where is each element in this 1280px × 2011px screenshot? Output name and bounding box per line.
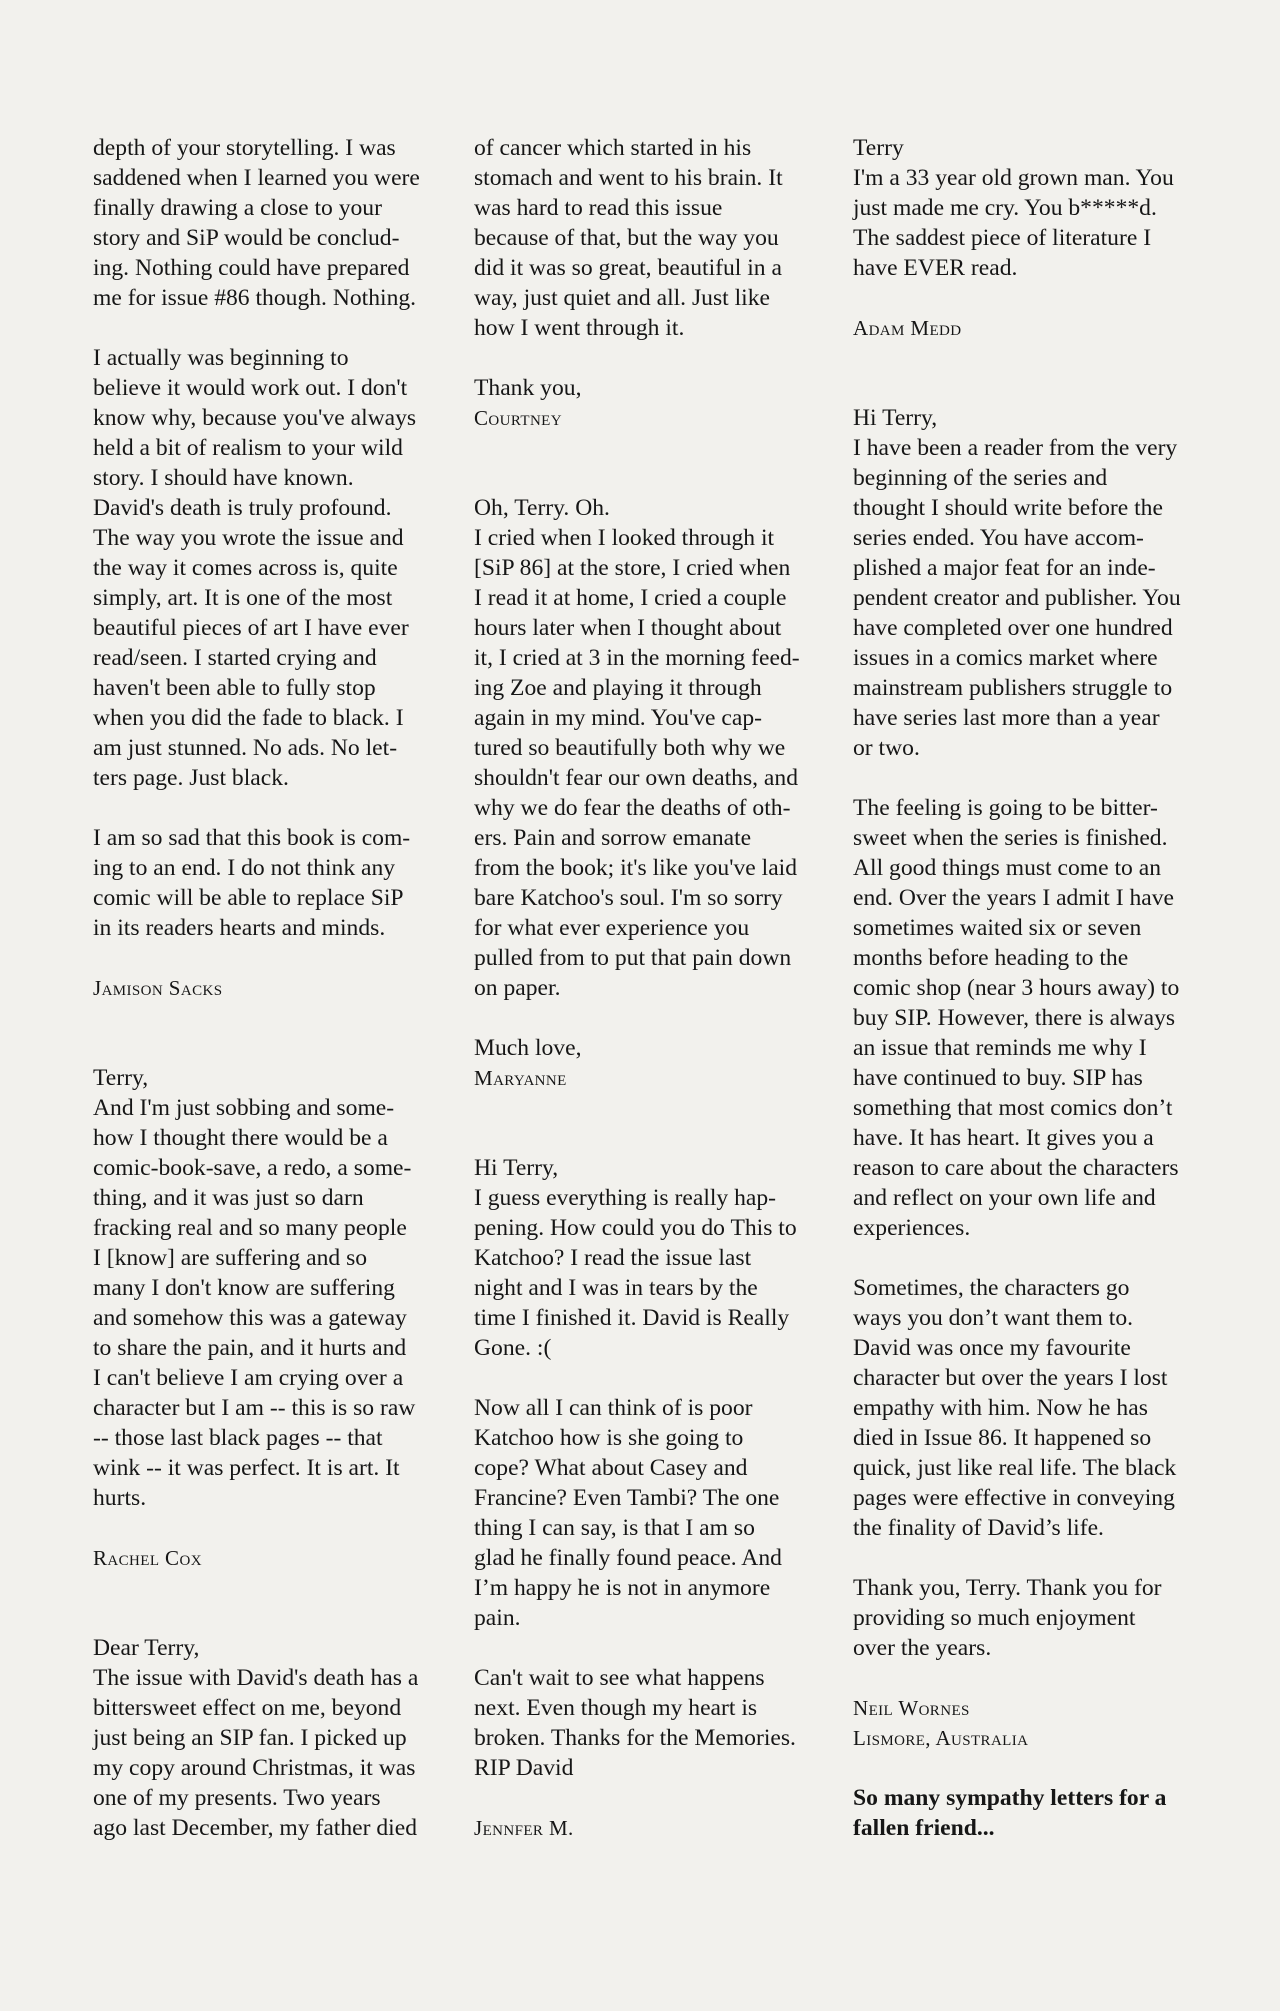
letter-signature — [853, 313, 1205, 343]
text-line: sometimes waited six or seven — [853, 915, 1142, 941]
letter-paragraph — [93, 1633, 443, 1843]
text-line: from the book; it's like you've laid — [474, 855, 798, 881]
text-line: Courtney — [474, 406, 562, 430]
text-line: me for issue #86 though. Nothing. — [93, 285, 417, 311]
text-line: Francine? Even Tambi? The one — [474, 1485, 780, 1511]
text-line: beautiful pieces of art I have ever — [93, 615, 409, 641]
text-line: Jamison Sacks — [93, 976, 223, 1000]
text-line: was hard to read this issue — [474, 195, 723, 221]
text-line: next. Even though my heart is — [474, 1695, 758, 1721]
text-line: saddened when I learned you were — [93, 165, 420, 191]
text-line: fallen friend... — [853, 1815, 995, 1841]
text-line: beginning of the series and — [853, 465, 1108, 491]
paragraph-gap — [93, 1513, 443, 1543]
text-line: or two. — [853, 735, 920, 761]
text-line: comic-book-save, a redo, a some- — [93, 1155, 412, 1181]
paragraph-gap — [474, 1783, 824, 1813]
text-line: ways you don’t want them to. — [853, 1305, 1134, 1331]
paragraph-gap — [853, 1243, 1205, 1273]
text-line: Terry — [853, 135, 904, 161]
text-line: pendent creator and publisher. You — [853, 585, 1181, 611]
letter-paragraph — [853, 793, 1205, 1243]
column-2 — [474, 133, 824, 1843]
text-line: David's death is truly profound. — [93, 495, 392, 521]
text-line: sweet when the series is finished. — [853, 825, 1168, 851]
text-line: died in Issue 86. It happened so — [853, 1425, 1152, 1451]
letter-paragraph — [474, 373, 824, 403]
text-line: RIP David — [474, 1755, 574, 1781]
text-line: shouldn't fear our own deaths, and — [474, 765, 798, 791]
column-1 — [93, 133, 443, 1843]
text-line: simply, art. It is one of the most — [93, 585, 393, 611]
text-line: thing, and it was just so darn — [93, 1185, 364, 1211]
text-line: how I went through it. — [474, 315, 685, 341]
text-line: way, just quiet and all. Just like — [474, 285, 770, 311]
paragraph-gap — [93, 1033, 443, 1063]
text-line: glad he finally found peace. And — [474, 1545, 782, 1571]
text-line: Oh, Terry. Oh. — [474, 495, 610, 521]
text-line: character but I am -- this is so raw — [93, 1395, 416, 1421]
text-line: haven't been able to fully stop — [93, 675, 376, 701]
letter-signature — [93, 973, 443, 1003]
letter-paragraph — [474, 1153, 824, 1363]
text-line: believe it would work out. I don't — [93, 375, 408, 401]
text-line: The saddest piece of literature I — [853, 225, 1152, 251]
text-line: Dear Terry, — [93, 1635, 200, 1661]
text-line: ing to an end. I do not think any — [93, 855, 396, 881]
text-line: and somehow this was a gateway — [93, 1305, 407, 1331]
paragraph-gap — [474, 1093, 824, 1123]
text-line: something that most comics don’t — [853, 1095, 1173, 1121]
paragraph-gap — [93, 313, 443, 343]
text-line: thought I should write before the — [853, 495, 1163, 521]
letter-paragraph — [474, 1663, 824, 1783]
text-line: finally drawing a close to your — [93, 195, 382, 221]
text-line: I guess everything is really hap- — [474, 1185, 777, 1211]
text-line: over the years. — [853, 1635, 992, 1661]
text-line: Hi Terry, — [474, 1155, 559, 1181]
text-line: depth of your storytelling. I was — [93, 135, 396, 161]
text-line: just being an SIP fan. I picked up — [93, 1725, 407, 1751]
text-line: comic shop (near 3 hours away) to — [853, 975, 1180, 1001]
text-line: for what ever experience you — [474, 915, 750, 941]
text-line: night and I was in tears by the — [474, 1275, 758, 1301]
text-line: tured so beautifully both why we — [474, 735, 786, 761]
text-line: Adam Medd — [853, 316, 962, 340]
text-line: have. It has heart. It gives you a — [853, 1125, 1154, 1151]
paragraph-gap — [853, 283, 1205, 313]
text-line: pages were effective in conveying — [853, 1485, 1175, 1511]
text-line: I cried when I looked through it — [474, 525, 775, 551]
paragraph-gap — [853, 1753, 1205, 1783]
text-line: experiences. — [853, 1215, 971, 1241]
paragraph-gap — [853, 1543, 1205, 1573]
text-line: mainstream publishers struggle to — [853, 675, 1173, 701]
editor-note — [853, 1783, 1205, 1843]
text-line: have EVER read. — [853, 255, 1018, 281]
text-line: one of my presents. Two years — [93, 1785, 381, 1811]
text-line: character but over the years I lost — [853, 1365, 1168, 1391]
text-line: how I thought there would be a — [93, 1125, 388, 1151]
text-line: fracking real and so many people — [93, 1215, 407, 1241]
paragraph-gap — [474, 463, 824, 493]
letter-paragraph — [474, 133, 824, 343]
text-line: time I finished it. David is Really — [474, 1305, 790, 1331]
text-line: Hi Terry, — [853, 405, 938, 431]
text-line: hurts. — [93, 1485, 147, 1511]
text-line: And I'm just sobbing and some- — [93, 1095, 395, 1121]
text-line: again in my mind. You've cap- — [474, 705, 762, 731]
text-line: plished a major feat for an inde- — [853, 555, 1156, 581]
text-line: I’m happy he is not in anymore — [474, 1575, 771, 1601]
text-line: stomach and went to his brain. It — [474, 165, 783, 191]
text-line: Sometimes, the characters go — [853, 1275, 1130, 1301]
text-line: when you did the fade to black. I — [93, 705, 404, 731]
paragraph-gap — [474, 433, 824, 463]
text-line: The way you wrote the issue and — [93, 525, 404, 551]
letter-signature — [474, 403, 824, 433]
paragraph-gap — [853, 343, 1205, 373]
text-line: So many sympathy letters for a — [853, 1785, 1167, 1811]
text-line: the way it comes across is, quite — [93, 555, 398, 581]
text-line: Much love, — [474, 1035, 582, 1061]
paragraph-gap — [93, 1573, 443, 1603]
text-line: I read it at home, I cried a couple — [474, 585, 787, 611]
text-line: have continued to buy. SIP has — [853, 1065, 1143, 1091]
text-line: Gone. :( — [474, 1335, 552, 1361]
letter-paragraph — [474, 493, 824, 1003]
text-line: issues in a comics market where — [853, 645, 1158, 671]
text-line: I [know] are suffering and so — [93, 1245, 368, 1271]
paragraph-gap — [853, 373, 1205, 403]
text-line: Terry, — [93, 1065, 149, 1091]
text-line: Jennfer M. — [474, 1816, 574, 1840]
text-line: hours later when I thought about — [474, 615, 782, 641]
text-line: buy SIP. However, there is always — [853, 1005, 1176, 1031]
text-line: series ended. You have accom- — [853, 525, 1144, 551]
text-line: The feeling is going to be bitter- — [853, 795, 1158, 821]
paragraph-gap — [853, 1663, 1205, 1693]
text-line: cope? What about Casey and — [474, 1455, 748, 1481]
text-line: Neil Wornes — [853, 1696, 970, 1720]
text-line: empathy with him. Now he has — [853, 1395, 1148, 1421]
text-line: pulled from to put that pain down — [474, 945, 792, 971]
text-line: [SiP 86] at the store, I cried when — [474, 555, 791, 581]
letter-signature — [853, 1693, 1205, 1753]
text-line: thing I can say, is that I am so — [474, 1515, 755, 1541]
letter-signature — [474, 1813, 824, 1843]
text-line: and reflect on your own life and — [853, 1185, 1156, 1211]
text-line: comic will be able to replace SiP — [93, 885, 404, 911]
text-line: quick, just like real life. The black — [853, 1455, 1177, 1481]
text-line: Can't wait to see what happens — [474, 1665, 765, 1691]
letter-paragraph — [853, 1273, 1205, 1543]
paragraph-gap — [474, 343, 824, 373]
text-line: bare Katchoo's soul. I'm so sorry — [474, 885, 783, 911]
letter-paragraph — [474, 1393, 824, 1633]
text-line: pening. How could you do This to — [474, 1215, 797, 1241]
letter-paragraph — [853, 1573, 1205, 1663]
text-line: Thank you, — [474, 375, 582, 401]
text-line: Katchoo? I read the issue last — [474, 1245, 752, 1271]
letter-paragraph — [93, 133, 443, 313]
paragraph-gap — [474, 1123, 824, 1153]
text-line: Maryanne — [474, 1066, 567, 1090]
text-line: an issue that reminds me why I — [853, 1035, 1147, 1061]
text-line: have series last more than a year — [853, 705, 1160, 731]
text-line: in its readers hearts and minds. — [93, 915, 386, 941]
text-line: many I don't know are suffering — [93, 1275, 395, 1301]
text-line: ing. Nothing could have prepared — [93, 255, 410, 281]
letter-paragraph — [93, 343, 443, 793]
text-line: Rachel Cox — [93, 1546, 202, 1570]
letter-paragraph — [853, 403, 1205, 763]
text-line: Now all I can think of is poor — [474, 1395, 753, 1421]
text-line: providing so much enjoyment — [853, 1605, 1136, 1631]
text-line: story and SiP would be conclud- — [93, 225, 400, 251]
text-line: months before heading to the — [853, 945, 1129, 971]
text-line: just made me cry. You b*****d. — [853, 195, 1157, 221]
text-line: The issue with David's death has a — [93, 1665, 419, 1691]
letter-paragraph — [93, 1063, 443, 1513]
text-line: on paper. — [474, 975, 561, 1001]
letter-paragraph — [853, 133, 1205, 283]
paragraph-gap — [474, 1003, 824, 1033]
text-line: of cancer which started in his — [474, 135, 752, 161]
text-line: held a bit of realism to your wild — [93, 435, 403, 461]
text-line: pain. — [474, 1605, 521, 1631]
text-line: bittersweet effect on me, beyond — [93, 1695, 402, 1721]
letter-signature — [93, 1543, 443, 1573]
paragraph-gap — [853, 763, 1205, 793]
text-line: I'm a 33 year old grown man. You — [853, 165, 1174, 191]
text-line: read/seen. I started crying and — [93, 645, 377, 671]
text-line: because of that, but the way you — [474, 225, 779, 251]
text-line: ters page. Just black. — [93, 765, 289, 791]
paragraph-gap — [93, 1003, 443, 1033]
text-line: All good things must come to an — [853, 855, 1162, 881]
text-line: am just stunned. No ads. No let- — [93, 735, 398, 761]
text-line: reason to care about the characters — [853, 1155, 1179, 1181]
text-line: know why, because you've always — [93, 405, 417, 431]
text-line: I have been a reader from the very — [853, 435, 1178, 461]
text-line: my copy around Christmas, it was — [93, 1755, 416, 1781]
letter-paragraph — [474, 1033, 824, 1063]
text-line: wink -- it was perfect. It is art. It — [93, 1455, 400, 1481]
text-line: it, I cried at 3 in the morning feed- — [474, 645, 800, 671]
text-line: end. Over the years I admit I have — [853, 885, 1175, 911]
text-line: David was once my favourite — [853, 1335, 1131, 1361]
letter-signature — [474, 1063, 824, 1093]
text-line: to share the pain, and it hurts and — [93, 1335, 407, 1361]
text-line: Thank you, Terry. Thank you for — [853, 1575, 1162, 1601]
text-line: ago last December, my father died — [93, 1815, 417, 1841]
text-line: I can't believe I am crying over a — [93, 1365, 404, 1391]
paragraph-gap — [93, 1603, 443, 1633]
paragraph-gap — [93, 943, 443, 973]
text-line: Katchoo how is she going to — [474, 1425, 744, 1451]
text-line: ing Zoe and playing it through — [474, 675, 762, 701]
text-line: Lismore, Australia — [853, 1726, 1029, 1750]
text-line: I am so sad that this book is com- — [93, 825, 411, 851]
paragraph-gap — [93, 793, 443, 823]
text-line: why we do fear the deaths of oth- — [474, 795, 791, 821]
text-line: broken. Thanks for the Memories. — [474, 1725, 796, 1751]
text-line: story. I should have known. — [93, 465, 354, 491]
text-line: -- those last black pages -- that — [93, 1425, 383, 1451]
text-line: the finality of David’s life. — [853, 1515, 1104, 1541]
paragraph-gap — [474, 1633, 824, 1663]
paragraph-gap — [474, 1363, 824, 1393]
text-line: have completed over one hundred — [853, 615, 1173, 641]
text-line: I actually was beginning to — [93, 345, 349, 371]
column-3 — [853, 133, 1205, 1843]
letter-paragraph — [93, 823, 443, 943]
text-line: ers. Pain and sorrow emanate — [474, 825, 752, 851]
text-line: did it was so great, beautiful in a — [474, 255, 782, 281]
